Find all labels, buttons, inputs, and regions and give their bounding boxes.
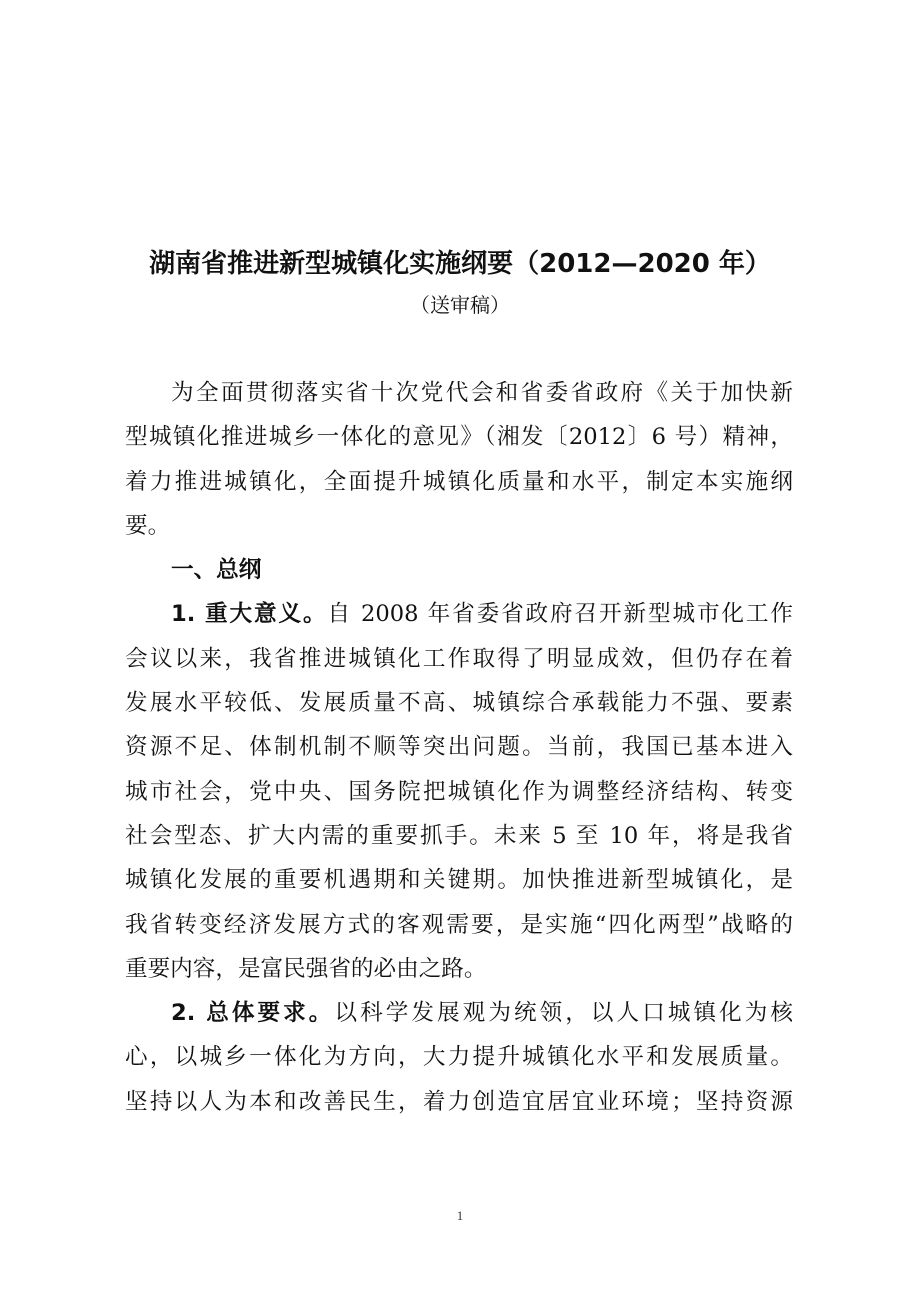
- text-line: [125, 998, 793, 1042]
- item-2-paragraph: [125, 998, 793, 1131]
- text-line: 型城镇化推进城乡一体化的意见》（湘发〔2012〕6 号）精神，: [125, 424, 793, 451]
- section-heading: 一、总纲: [171, 557, 262, 584]
- text-line: 为全面贯彻落实省十次党代会和省委省政府《关于加快新: [171, 380, 793, 406]
- page-number: 1: [456, 1208, 464, 1223]
- intro-paragraph: [125, 378, 793, 555]
- text-line: 社会型态、扩大内需的重要抓手。未来 5 至 10 年，将是我省: [125, 822, 793, 849]
- item-2-label: 2. 总体要求。: [171, 1000, 335, 1027]
- text-line: 重要内容，是富民强省的必由之路。: [125, 955, 487, 982]
- item-2-first-line: 以科学发展观为统领，以人口城镇化为核: [334, 1000, 794, 1027]
- document-body: [125, 378, 793, 1131]
- item-1-label: 1. 重大意义。: [171, 601, 328, 628]
- text-line: 我省转变经济发展方式的客观需要，是实施“四化两型”战略的: [125, 911, 793, 938]
- text-line: [125, 599, 793, 643]
- text-line: 城镇化发展的重要机遇期和关键期。加快推进新型城镇化，是: [125, 867, 793, 894]
- document-title: 湖南省推进新型城镇化实施纲要（2012—2020 年）: [149, 249, 771, 279]
- text-line: 城市社会，党中央、国务院把城镇化作为调整经济结构、转变: [125, 778, 793, 805]
- text-line: 要。: [125, 512, 171, 539]
- document-subtitle: （送审稿）: [410, 293, 510, 317]
- text-line: 着力推进城镇化，全面提升城镇化质量和水平，制定本实施纲: [125, 468, 793, 495]
- text-line: 会议以来，我省推进城镇化工作取得了明显成效，但仍存在着: [125, 645, 793, 672]
- text-line: 心，以城乡一体化为方向，大力提升城镇化水平和发展质量。: [125, 1044, 793, 1071]
- item-1-paragraph: [125, 599, 793, 998]
- text-line: 资源不足、体制机制不顺等突出问题。当前，我国已基本进入: [125, 734, 793, 761]
- text-line: 发展水平较低、发展质量不高、城镇综合承载能力不强、要素: [125, 690, 793, 717]
- item-1-first-line: 自 2008 年省委省政府召开新型城市化工作: [327, 601, 793, 628]
- text-line: 坚持以人为本和改善民生，着力创造宜居宜业环境；坚持资源: [125, 1088, 793, 1115]
